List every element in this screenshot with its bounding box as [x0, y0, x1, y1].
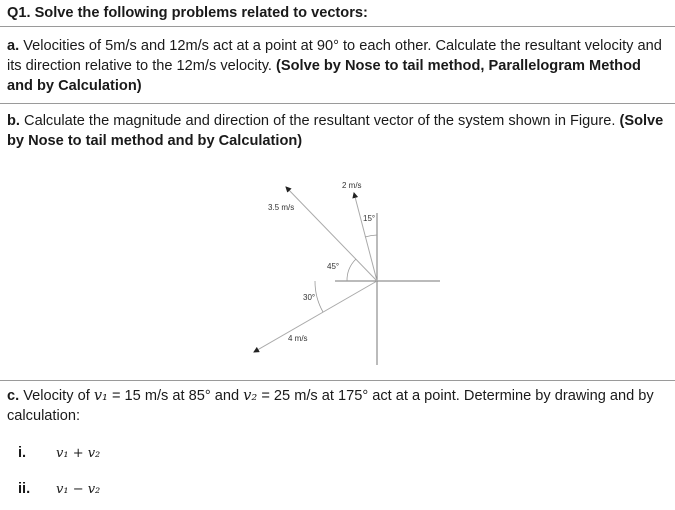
part-b-label: b.	[7, 113, 20, 129]
label-angle-30: 30°	[303, 293, 316, 302]
part-c-v2: v₂	[243, 387, 258, 404]
divider-top	[0, 26, 675, 27]
divider-a	[0, 103, 675, 104]
part-a	[7, 36, 667, 96]
arc-30	[315, 281, 323, 312]
arc-45	[347, 259, 356, 281]
label-4ms: 4 m/s	[288, 334, 308, 343]
divider-b	[0, 380, 675, 381]
part-b	[7, 111, 667, 151]
part-b-text: Calculate the magnitude and direction of the resultant vector of the system shown in Figure.	[19, 113, 620, 129]
item-number: i.	[18, 445, 27, 461]
list-item	[18, 443, 100, 464]
part-c-text-2: = 15 m/s at 85° and	[107, 388, 244, 404]
item-expression: v₁ − v₂	[56, 482, 101, 497]
part-c-v1: v₁	[93, 387, 108, 404]
vector-figure	[240, 175, 450, 365]
part-a-label: a.	[7, 38, 20, 54]
part-c-label: c.	[7, 388, 20, 404]
item-expression: v₁ + v₂	[56, 446, 101, 461]
question-title: Q1. Solve the following problems related to vectors:	[7, 5, 368, 21]
part-c-text-1: Velocity of	[19, 388, 94, 404]
label-angle-45: 45°	[327, 262, 340, 271]
item-number: ii.	[18, 481, 31, 497]
label-3-5ms: 3.5 m/s	[268, 203, 295, 212]
part-b-method: (Solve by Nose to tail method and by Calculation)	[7, 113, 664, 149]
list-item	[18, 479, 100, 500]
part-a-method: (Solve by Nose to tail method, Parallelogram Method and by Calculation)	[7, 58, 641, 94]
part-c-text-3: = 25 m/s at 175° act at a point. Determine by drawing and by calculation:	[7, 388, 654, 424]
part-a-text: Velocities of 5m/s and 12m/s act at a point at 90° to each other. Calculate the resultant velocity and its direction relative to the 12m/s velocity.	[7, 38, 662, 74]
label-angle-15: 15°	[363, 214, 376, 223]
label-2ms: 2 m/s	[342, 181, 362, 190]
arc-15	[365, 235, 377, 237]
part-c	[7, 386, 667, 426]
